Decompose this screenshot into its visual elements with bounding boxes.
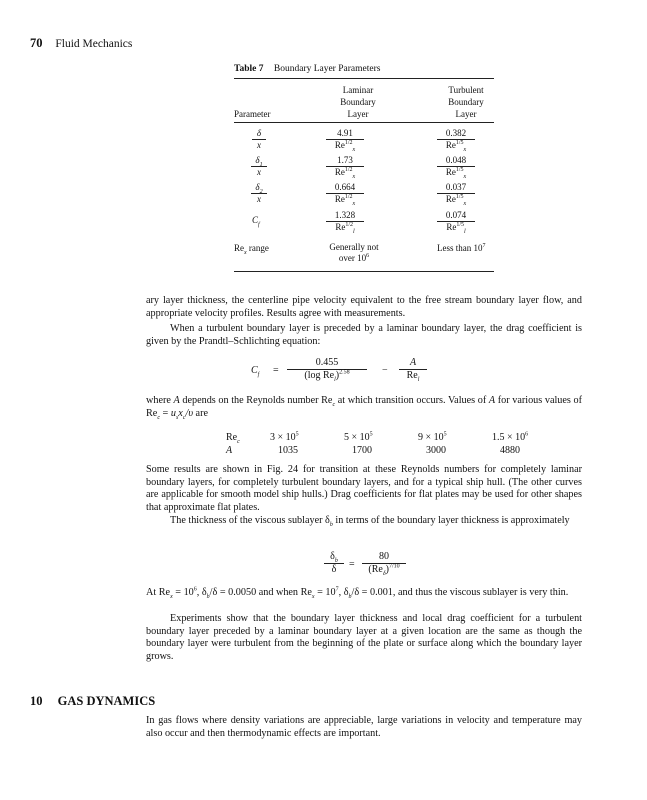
paragraph-sublayer: The thickness of the viscous sublayer $\delta_b$ in terms of the boundary layer thickness is approximately bbox=[170, 515, 570, 529]
header-a: A bbox=[226, 445, 233, 456]
table-bottom-rule bbox=[234, 271, 494, 272]
eq1-minus: − bbox=[382, 365, 388, 376]
turbulent-cf-value: $\frac{0.074}{Re^{1/5}_l}$ bbox=[437, 210, 475, 233]
paragraph-results: Some results are shown in Fig. 24 for transition at these Reynolds numbers for completely laminar boundary layers, for completely turbulent boundary layers, and for a typical ship hull. (The other curves are applicable for smooth model ship hulls.) Drag coefficients for flat plates may be used for other shapes that approximate flat plates. bbox=[146, 464, 582, 513]
eq1-equals: = bbox=[273, 365, 279, 376]
table-title: Boundary Layer Parameters bbox=[273, 64, 381, 74]
param-cf: $C_f$ bbox=[252, 215, 260, 228]
laminar-momentum-value: $\frac{0.664}{Re^{1/2}_x}$ bbox=[326, 182, 364, 205]
a-cell: 1700 bbox=[352, 445, 372, 456]
a-cell: 3000 bbox=[426, 445, 446, 456]
paragraph-continuation: ary layer thickness, the centerline pipe velocity equivalent to the free stream boundary layer flow, and appropriate velocity profiles. Results agree with measurements. bbox=[146, 295, 582, 319]
col-header-laminar: Laminar Boundary Layer bbox=[340, 85, 376, 119]
laminar-displacement-value: $\frac{1.73}{Re^{1/2}_x}$ bbox=[326, 155, 364, 178]
eq1-fraction-2: A $Re_l$ bbox=[399, 357, 427, 382]
eq2-equals: = bbox=[349, 559, 355, 570]
paragraph-prandtl-schlichting: When a turbulent boundary layer is preceded by a laminar boundary layer, the drag coefficient is given by the Prandtl–Schlichting equation: bbox=[146, 323, 582, 347]
col-header-parameter: Parameter bbox=[234, 109, 271, 119]
a-cell: 1035 bbox=[278, 445, 298, 456]
page-number: 70 bbox=[30, 36, 43, 50]
laminar-thickness-value: $\frac{4.91}{Re^{1/2}_x}$ bbox=[326, 128, 364, 151]
table-row bbox=[226, 444, 566, 457]
eq2-rhs-fraction: 80 $(Re_\delta)^{7/10}$ bbox=[362, 551, 406, 576]
col-header-turbulent: Turbulent Boundary Layer bbox=[448, 85, 484, 119]
running-header bbox=[30, 36, 132, 51]
a-cell: 4880 bbox=[500, 445, 520, 456]
turbulent-momentum-value: $\frac{0.037}{Re^{1/5}_x}$ bbox=[437, 182, 475, 205]
paragraph-experiments: Experiments show that the boundary layer thickness and local drag coefficient for a turbulent boundary layer preceded by a laminar boundary layer at a given location are the same as though the boundary layer were turbulent from the beginning of the plate or surface along which the boundary layer grows. bbox=[146, 613, 582, 662]
paragraph-transition-values: where A depends on the Reynolds number $Re_c$ at which transition occurs. Values of A for various values of $Re_c = u_sx_c/\upsilon$ are bbox=[146, 395, 583, 421]
section-number: 10 bbox=[30, 694, 43, 708]
paragraph-sublayer-values: At $Re_x = 10^6$, $\delta_b/\delta = 0.0050$ and when $Re_x = 10^7$, $\delta_b/\delta = 0.001$, and thus the viscous sublayer is very thin. bbox=[146, 586, 569, 601]
laminar-cf-value: $\frac{1.328}{Re^{1/2}_l}$ bbox=[326, 210, 364, 233]
header-re: $Re_c$ bbox=[226, 432, 240, 445]
table-label: Table 7 bbox=[234, 64, 264, 74]
re-cell: $5 \times 10^5$ bbox=[344, 431, 373, 443]
turbulent-displacement-value: $\frac{0.048}{Re^{1/5}_x}$ bbox=[437, 155, 475, 178]
re-cell: $1.5 \times 10^6$ bbox=[492, 431, 529, 443]
re-cell: $9 \times 10^5$ bbox=[418, 431, 447, 443]
param-delta1-over-x: $\frac{\delta_1}{x}$ bbox=[251, 155, 267, 178]
turbulent-thickness-value: $\frac{0.382}{Re^{1/5}_x}$ bbox=[437, 128, 475, 151]
table-top-rule bbox=[234, 78, 494, 79]
table-row bbox=[226, 431, 566, 444]
table-caption bbox=[234, 64, 380, 74]
eq1-lhs: $C_f$ bbox=[251, 365, 260, 378]
section-title: GAS DYNAMICS bbox=[57, 694, 156, 708]
re-cell: $3 \times 10^5$ bbox=[270, 431, 299, 443]
param-delta2-over-x: $\frac{\delta_2}{x}$ bbox=[251, 182, 267, 205]
table-header-rule bbox=[234, 122, 494, 123]
section-heading bbox=[30, 694, 155, 709]
range-label: $Re_x$ range bbox=[234, 243, 269, 256]
transition-values-table bbox=[226, 431, 566, 457]
eq2-lhs-fraction: $\frac{\delta_b}{\delta}$ bbox=[324, 551, 344, 576]
paragraph-gas-dynamics: In gas flows where density variations are appreciable, large variations in velocity and temperature may also occur and then thermodynamic effects are important. bbox=[146, 715, 582, 739]
running-title: Fluid Mechanics bbox=[55, 38, 133, 50]
param-delta-over-x: $\frac{\delta}{x}$ bbox=[252, 128, 266, 151]
range-laminar: Generally not over $10^6$ bbox=[329, 242, 379, 263]
eq1-fraction-1: 0.455 (log $Re_l)^{2.58}$ bbox=[287, 357, 367, 382]
range-turbulent: Less than $10^7$ bbox=[437, 243, 486, 253]
